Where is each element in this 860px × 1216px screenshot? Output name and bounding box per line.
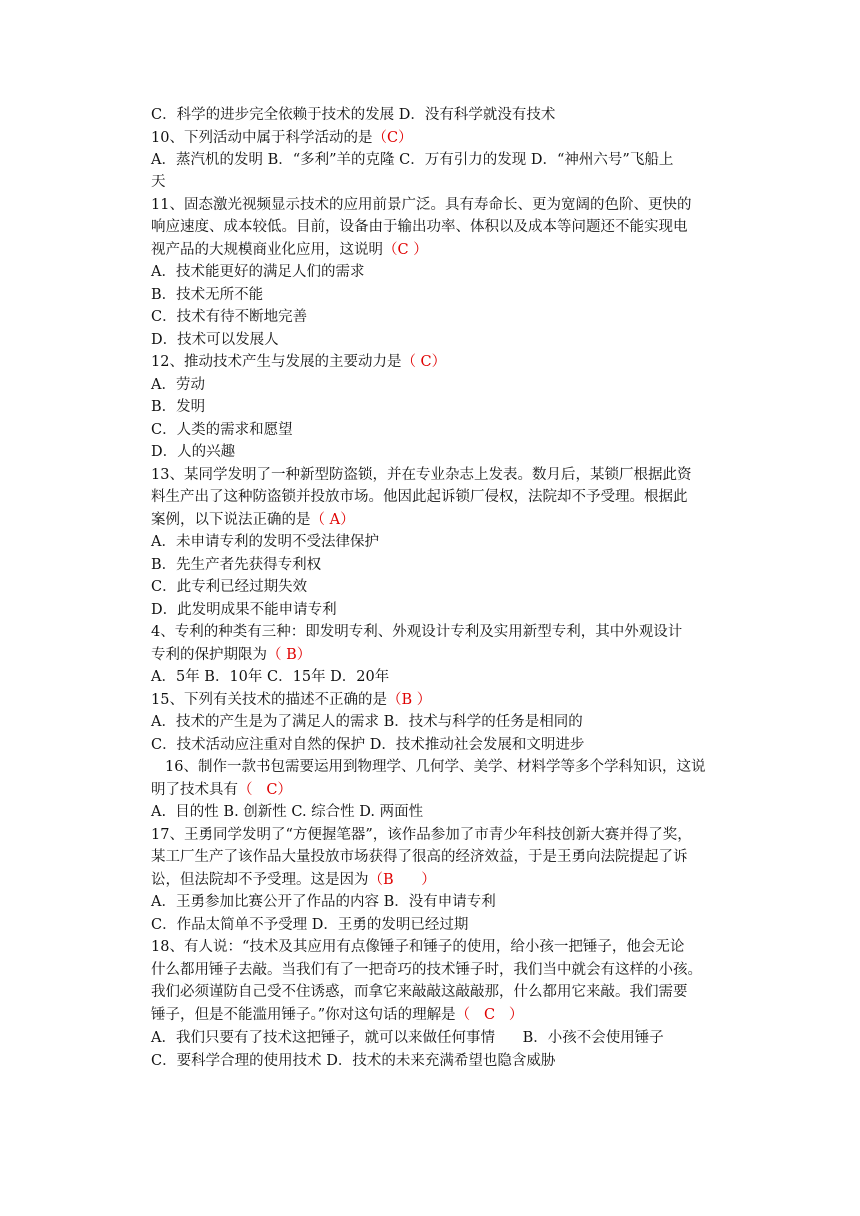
question-12-option-d: D．人的兴趣 (151, 444, 236, 460)
question-18-stem-2: 什么都用锤子去敲。当我们有了一把奇巧的技术锤子时，我们当中就会有这样的小孩。 (151, 962, 702, 978)
question-16-stem-1: 16、制作一款书包需要运用到物理学、几何学、美学、材料学等多个学科知识，这说 (165, 759, 706, 775)
question-15-options-cd: C．技术活动应注重对自然的保护 D．技术推动社会发展和文明进步 (151, 737, 585, 753)
question-17-stem-1: 17、王勇同学发明了“方便握笔器”，该作品参加了市青少年科技创新大赛并得了奖， (151, 827, 692, 843)
question-9-options-cd: C．科学的进步完全依赖于技术的发展 D．没有科学就没有技术 (151, 107, 556, 123)
question-18-stem-4: 锤子，但是不能滥用锤子。”你对这句话的理解是（ C ） (151, 1007, 524, 1023)
answer-10: （C） (372, 130, 413, 146)
question-13-stem-3: 案例，以下说法正确的是（ A） (151, 512, 355, 528)
question-11-option-a: A．技术能更好的满足人们的需求 (151, 264, 365, 280)
question-13-stem-2: 料生产出了这种防盗锁并投放市场。他因此起诉锁厂侵权，法院却不予受理。根据此 (151, 489, 688, 505)
question-18-stem-3: 我们必须谨防自己受不住诱惑，而拿它来敲敲这敲敲那，什么都用它来敲。我们需要 (151, 984, 688, 1000)
question-13-option-b: B．先生产者先获得专利权 (151, 557, 322, 573)
question-13-option-c: C．此专利已经过期失效 (151, 579, 308, 595)
question-11-option-d: D．技术可以发展人 (151, 332, 279, 348)
question-13-option-a: A．未申请专利的发明不受法律保护 (151, 534, 379, 550)
question-15-stem: 15、下列有关技术的描述不正确的是（B ） (151, 692, 432, 708)
question-10-stem: 10、下列活动中属于科学活动的是（C） (151, 130, 413, 146)
answer-18: （ C ） (455, 1007, 524, 1023)
question-15-options-ab: A．技术的产生是为了满足人的需求 B．技术与科学的任务是相同的 (151, 714, 583, 730)
answer-12: （ C） (401, 354, 447, 370)
answer-16: （ C） (238, 782, 292, 798)
question-13-option-d: D．此发明成果不能申请专利 (151, 602, 337, 618)
question-14-stem-1: 4、专利的种类有三种：即发明专利、外观设计专利及实用新型专利，其中外观设计 (151, 624, 683, 640)
question-17-stem-2: 某工厂生产了该作品大量投放市场获得了很高的经济效益，于是王勇向法院提起了诉 (151, 849, 688, 865)
question-14-stem-2: 专利的保护期限为（ B） (151, 647, 312, 663)
answer-11: （C ） (383, 242, 428, 258)
question-18-options-ab: A．我们只要有了技术这把锤子，就可以来做任何事情 B．小孩不会使用锤子 (151, 1030, 664, 1046)
answer-13: （ A） (310, 512, 355, 528)
question-17-stem-3: 讼，但法院却不予受理。这是因为（B ） (151, 872, 436, 888)
question-16-options: A. 目的性 B. 创新性 C. 综合性 D. 两面性 (151, 804, 424, 820)
question-11-stem-3: 视产品的大规模商业化应用，这说明（C ） (151, 242, 428, 258)
question-11-stem-2: 响应速度、成本较低。目前，设备由于输出功率、体积以及成本等问题还不能实现电 (151, 219, 688, 235)
question-18-options-cd: C．要科学合理的使用技术 D．技术的未来充满希望也隐含威胁 (151, 1053, 556, 1069)
question-10-options: A．蒸汽机的发明 B．“多利”羊的克隆 C．万有引力的发现 D．“神州六号”飞船上 (151, 152, 674, 168)
question-16-stem-2: 明了技术具有（ C） (151, 782, 292, 798)
answer-14: （ B） (267, 647, 312, 663)
question-14-options: A．5年 B．10年 C．15年 D．20年 (151, 669, 390, 685)
answer-15: （B ） (386, 692, 432, 708)
question-17-options-cd: C．作品太简单不予受理 D．王勇的发明已经过期 (151, 917, 469, 933)
question-12-option-c: C．人类的需求和愿望 (151, 422, 293, 438)
question-12-option-b: B．发明 (151, 399, 206, 415)
question-10-options-cont: 天 (151, 174, 166, 190)
question-11-stem-1: 11、固态激光视频显示技术的应用前景广泛。具有寿命长、更为宽阔的色阶、更快的 (151, 197, 692, 213)
question-13-stem-1: 13、某同学发明了一种新型防盗锁，并在专业杂志上发表。数月后，某锁厂根据此资 (151, 467, 692, 483)
question-12-stem: 12、推动技术产生与发展的主要动力是（ C） (151, 354, 447, 370)
answer-17: （B ） (368, 872, 436, 888)
question-17-options-ab: A．王勇参加比赛公开了作品的内容 B．没有申请专利 (151, 894, 496, 910)
question-11-option-c: C．技术有待不断地完善 (151, 309, 308, 325)
question-11-option-b: B．技术无所不能 (151, 287, 264, 303)
question-12-option-a: A．劳动 (151, 377, 205, 393)
question-18-stem-1: 18、有人说：“技术及其应用有点像锤子和锤子的使用，给小孩一把锤子，他会无论 (151, 939, 685, 955)
